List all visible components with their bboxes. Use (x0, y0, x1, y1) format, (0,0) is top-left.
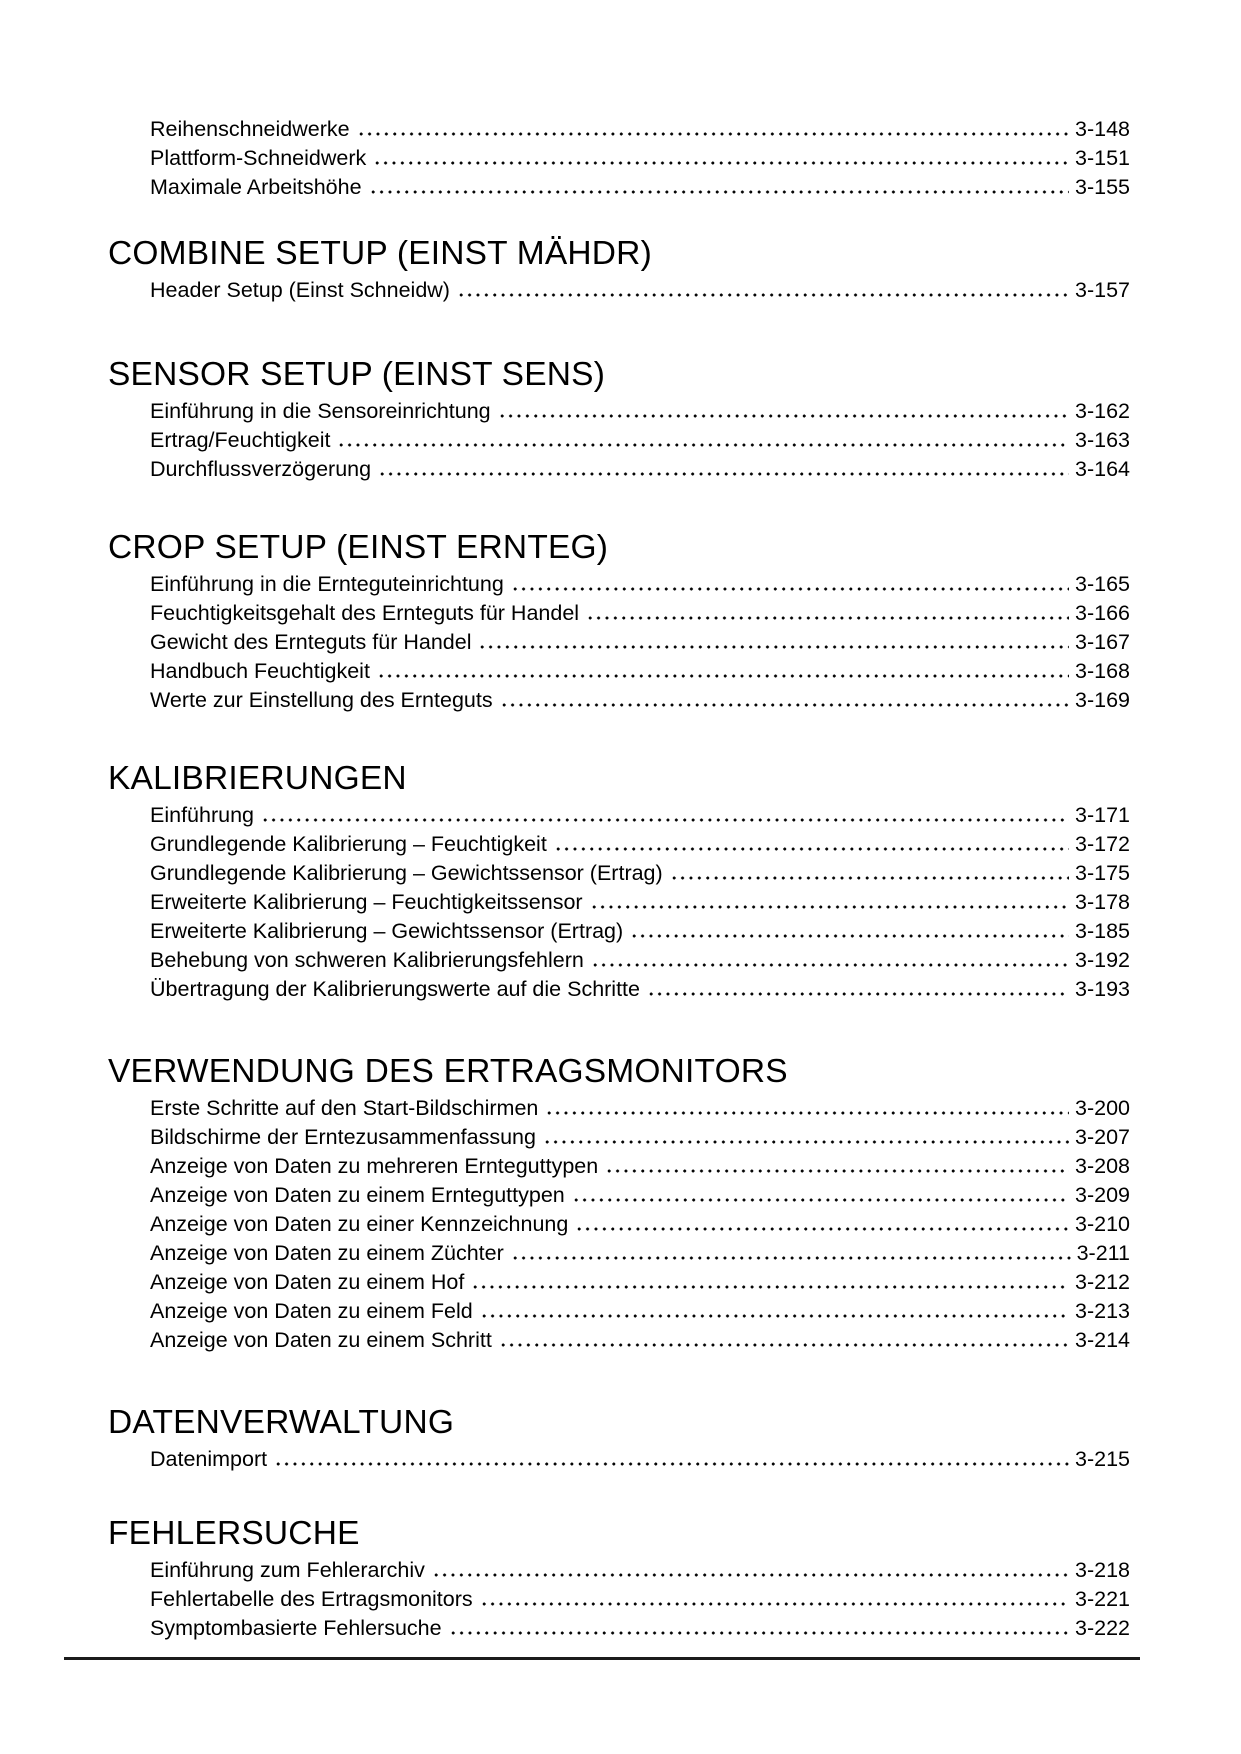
toc-entry-page-number: 3-148 (1075, 117, 1130, 141)
toc-entry (150, 570, 1130, 599)
toc-entry-leader-dots (378, 472, 1069, 476)
toc-entry-leader-dots (630, 934, 1069, 938)
toc-entry-leader-dots (498, 414, 1069, 418)
toc-entry (150, 686, 1130, 715)
section-heading: KALIBRIERUNGEN (108, 760, 407, 797)
toc-section (108, 1403, 1130, 1474)
toc-entry-leader-dots (572, 1198, 1069, 1202)
toc-entry-page-number: 3-166 (1075, 601, 1130, 625)
toc-entry (150, 144, 1130, 173)
toc-section (108, 528, 1130, 715)
toc-entry (150, 975, 1130, 1004)
toc-entry-page-number: 3-168 (1075, 659, 1130, 683)
toc-entry (150, 1445, 1130, 1474)
toc-entry-label: Anzeige von Daten zu einer Kennzeichnung (150, 1212, 569, 1236)
toc-entry (150, 1585, 1130, 1614)
toc-entry-label: Fehlertabelle des Ertragsmonitors (150, 1587, 473, 1611)
section-items (108, 397, 1130, 484)
toc-entry-label: Erste Schritte auf den Start-Bildschirmen (150, 1096, 539, 1120)
toc-entry (150, 599, 1130, 628)
toc-entry-label: Durchflussverzögerung (150, 457, 372, 481)
section-heading: SENSOR SETUP (EINST SENS) (108, 356, 606, 393)
toc-entry-label: Anzeige von Daten zu einem Schritt (150, 1328, 492, 1352)
toc-entry-leader-dots (449, 1631, 1069, 1635)
toc-entry-page-number: 3-222 (1075, 1616, 1130, 1640)
toc-entry-leader-dots (432, 1573, 1069, 1577)
toc-section (108, 1514, 1130, 1643)
toc-entry-label: Bildschirme der Erntezusammenfassung (150, 1125, 536, 1149)
toc-entry-label: Feuchtigkeitsgehalt des Ernteguts für Handel (150, 601, 580, 625)
toc-entry-label: Einführung zum Fehlerarchiv (150, 1558, 425, 1582)
toc-entry-page-number: 3-155 (1075, 175, 1130, 199)
toc-entry (150, 426, 1130, 455)
toc-entry-label: Einführung (150, 803, 254, 827)
toc-entry (150, 1268, 1130, 1297)
toc-entry-leader-dots (499, 1343, 1069, 1347)
toc-sections (108, 115, 1130, 1643)
toc-entry-leader-dots (274, 1462, 1069, 1466)
toc-entry-page-number: 3-171 (1075, 803, 1130, 827)
toc-entry-label: Ertrag/Feuchtigkeit (150, 428, 331, 452)
bottom-rule (64, 1657, 1140, 1660)
toc-entry-leader-dots (605, 1169, 1069, 1173)
toc-entry-page-number: 3-185 (1075, 919, 1130, 943)
toc-entry-page-number: 3-163 (1075, 428, 1130, 452)
toc-entry-page-number: 3-218 (1075, 1558, 1130, 1582)
toc-entry (150, 830, 1130, 859)
section-heading: VERWENDUNG DES ERTRAGSMONITORS (108, 1053, 788, 1090)
section-heading: DATENVERWALTUNG (108, 1404, 455, 1441)
toc-entry (150, 1152, 1130, 1181)
toc-section (108, 355, 1130, 484)
toc-entry-label: Übertragung der Kalibrierungswerte auf die Schritte (150, 977, 640, 1001)
section-items (108, 115, 1130, 202)
toc-entry (150, 1094, 1130, 1123)
toc-entry-page-number: 3-172 (1075, 832, 1130, 856)
toc-entry-label: Anzeige von Daten zu einem Feld (150, 1299, 473, 1323)
toc-entry-label: Symptombasierte Fehlersuche (150, 1616, 442, 1640)
toc-entry-label: Anzeige von Daten zu einem Züchter (150, 1241, 504, 1265)
toc-entry (150, 888, 1130, 917)
section-items (108, 1094, 1130, 1355)
toc-entry-page-number: 3-212 (1075, 1270, 1130, 1294)
toc-entry-label: Erweiterte Kalibrierung – Gewichtssensor (Ertrag) (150, 919, 624, 943)
toc-section (108, 115, 1130, 202)
toc-entry (150, 276, 1130, 305)
toc-entry-leader-dots (480, 1314, 1069, 1318)
toc-entry-leader-dots (500, 703, 1069, 707)
toc-entry-leader-dots (261, 818, 1069, 822)
toc-entry (150, 1297, 1130, 1326)
toc-entry-leader-dots (471, 1285, 1069, 1289)
toc-entry-leader-dots (586, 616, 1069, 620)
toc-entry-leader-dots (647, 992, 1069, 996)
toc-entry-label: Maximale Arbeitshöhe (150, 175, 362, 199)
toc-entry-label: Anzeige von Daten zu mehreren Ernteguttypen (150, 1154, 599, 1178)
toc-entry-leader-dots (377, 674, 1069, 678)
section-items (108, 276, 1130, 305)
toc-entry-page-number: 3-208 (1075, 1154, 1130, 1178)
toc-entry-leader-dots (357, 132, 1069, 136)
section-items (108, 1556, 1130, 1643)
toc-entry-label: Header Setup (Einst Schneidw) (150, 278, 450, 302)
toc-entry-leader-dots (554, 847, 1069, 851)
toc-entry-leader-dots (545, 1111, 1069, 1115)
toc-entry-page-number: 3-167 (1075, 630, 1130, 654)
toc-entry (150, 1614, 1130, 1643)
toc-entry-label: Erweiterte Kalibrierung – Feuchtigkeitssensor (150, 890, 583, 914)
toc-entry (150, 1181, 1130, 1210)
toc-entry-label: Plattform-Schneidwerk (150, 146, 367, 170)
toc-entry-page-number: 3-214 (1075, 1328, 1130, 1352)
toc-entry-page-number: 3-178 (1075, 890, 1130, 914)
toc-entry-page-number: 3-192 (1075, 948, 1130, 972)
toc-entry (150, 173, 1130, 202)
toc-entry-label: Anzeige von Daten zu einem Hof (150, 1270, 465, 1294)
toc-entry-leader-dots (543, 1140, 1069, 1144)
toc-entry-page-number: 3-215 (1075, 1447, 1130, 1471)
toc-entry (150, 1210, 1130, 1239)
toc-entry (150, 628, 1130, 657)
toc-entry-leader-dots (575, 1227, 1069, 1231)
toc-entry-page-number: 3-211 (1076, 1241, 1130, 1265)
toc-entry-label: Reihenschneidwerke (150, 117, 350, 141)
toc-entry-label: Grundlegende Kalibrierung – Feuchtigkeit (150, 832, 547, 856)
section-items (108, 1445, 1130, 1474)
toc-entry-leader-dots (457, 293, 1069, 297)
toc-entry-leader-dots (369, 190, 1069, 194)
toc-entry-label: Behebung von schweren Kalibrierungsfehlern (150, 948, 584, 972)
section-heading: COMBINE SETUP (EINST MÄHDR) (108, 235, 652, 272)
toc-entry-page-number: 3-162 (1075, 399, 1130, 423)
toc-entry-label: Gewicht des Ernteguts für Handel (150, 630, 472, 654)
toc-entry-label: Datenimport (150, 1447, 268, 1471)
toc-entry (150, 917, 1130, 946)
toc-entry-leader-dots (670, 876, 1069, 880)
toc-entry-page-number: 3-157 (1075, 278, 1130, 302)
toc-entry (150, 115, 1130, 144)
toc-section (108, 1052, 1130, 1355)
toc-entry-page-number: 3-210 (1075, 1212, 1130, 1236)
toc-entry (150, 946, 1130, 975)
toc-entry-page-number: 3-213 (1075, 1299, 1130, 1323)
section-items (108, 801, 1130, 1004)
toc-entry-label: Grundlegende Kalibrierung – Gewichtssensor (Ertrag) (150, 861, 663, 885)
toc-entry (150, 1239, 1130, 1268)
toc-entry-label: Einführung in die Sensoreinrichtung (150, 399, 491, 423)
toc-entry-leader-dots (590, 905, 1069, 909)
toc-entry (150, 1123, 1130, 1152)
toc-entry-page-number: 3-193 (1075, 977, 1130, 1001)
toc-entry-page-number: 3-169 (1075, 688, 1130, 712)
toc-entry (150, 1556, 1130, 1585)
toc-entry-page-number: 3-209 (1075, 1183, 1130, 1207)
toc-entry-page-number: 3-164 (1075, 457, 1130, 481)
toc-entry (150, 397, 1130, 426)
toc-entry (150, 801, 1130, 830)
toc-entry-label: Anzeige von Daten zu einem Ernteguttypen (150, 1183, 565, 1207)
toc-entry-page-number: 3-200 (1075, 1096, 1130, 1120)
toc-section (108, 759, 1130, 1004)
toc-entry (150, 455, 1130, 484)
toc-entry-leader-dots (511, 587, 1069, 591)
toc-entry-page-number: 3-221 (1075, 1587, 1130, 1611)
section-heading: FEHLERSUCHE (108, 1515, 360, 1552)
toc-entry-leader-dots (591, 963, 1069, 967)
toc-entry-leader-dots (480, 1602, 1069, 1606)
toc-entry-page-number: 3-175 (1075, 861, 1130, 885)
toc-entry-label: Werte zur Einstellung des Ernteguts (150, 688, 493, 712)
toc-entry-leader-dots (511, 1256, 1071, 1260)
toc-entry-label: Handbuch Feuchtigkeit (150, 659, 370, 683)
toc-entry (150, 859, 1130, 888)
toc-entry-page-number: 3-207 (1075, 1125, 1130, 1149)
section-items (108, 570, 1130, 715)
toc-entry-label: Einführung in die Ernteguteinrichtung (150, 572, 504, 596)
toc-entry-page-number: 3-165 (1075, 572, 1130, 596)
toc-entry (150, 1326, 1130, 1355)
toc-entry-page-number: 3-151 (1075, 146, 1130, 170)
toc-entry (150, 657, 1130, 686)
toc-entry-leader-dots (478, 645, 1069, 649)
toc-entry-leader-dots (337, 443, 1069, 447)
toc-section (108, 234, 1130, 305)
toc-entry-leader-dots (373, 161, 1069, 165)
section-heading: CROP SETUP (EINST ERNTEG) (108, 529, 609, 566)
